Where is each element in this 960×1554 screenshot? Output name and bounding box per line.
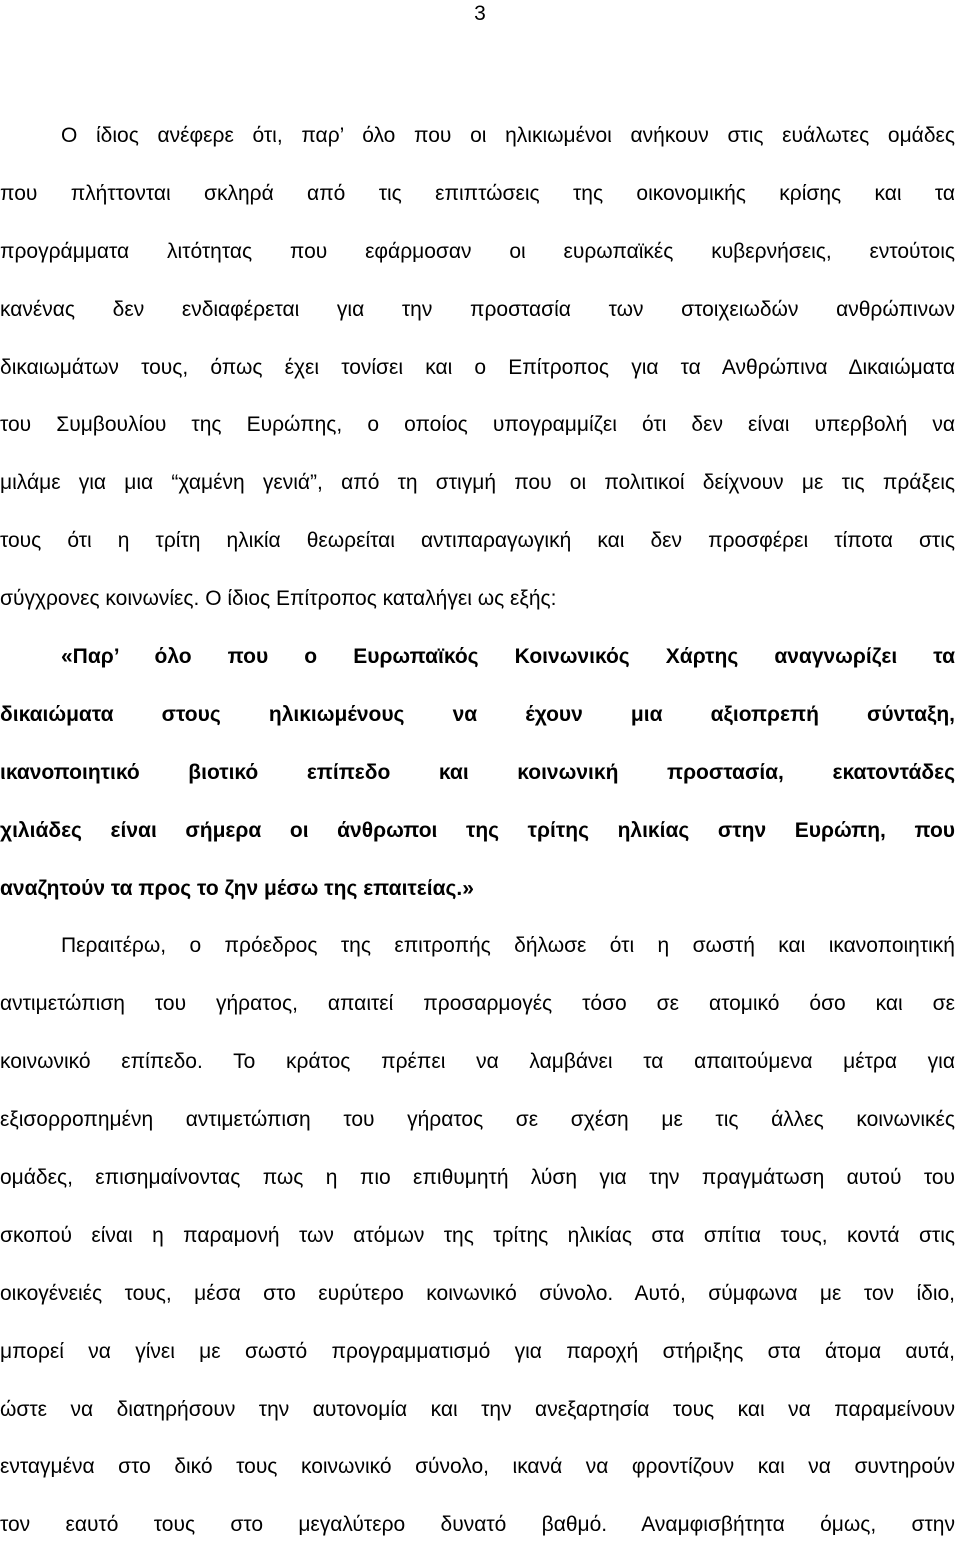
quote-line: αναζητούν τα προς το ζην μέσω της επαιτείας.» <box>0 876 474 900</box>
paragraph-1-line: μιλάμε για μια “χαμένη γενιά”, από τη στιγμή που οι πολιτικοί δείχνουν με τις πράξεις <box>0 471 955 495</box>
paragraph-2-line: Περαιτέρω, ο πρόεδρος της επιτροπής δήλωσε ότι η σωστή και ικανοποιητική <box>61 934 955 958</box>
paragraph-1-line: κανένας δεν ενδιαφέρεται για την προστασία των στοιχειωδών ανθρώπινων <box>0 297 955 321</box>
paragraph-1-line: που πλήττονται σκληρά από τις επιπτώσεις της οικονομικής κρίσης και τα <box>0 181 955 205</box>
quote-line: χιλιάδες είναι σήμερα οι άνθρωποι της τρίτης ηλικίας στην Ευρώπη, που <box>0 818 955 842</box>
body-text <box>0 107 955 1554</box>
page-number: 3 <box>474 2 486 25</box>
paragraph-1-line: τους ότι η τρίτη ηλικία θεωρείται αντιπαραγωγική και δεν προσφέρει τίποτα στις <box>0 529 955 553</box>
quote-line: δικαιώματα στους ηλικιωμένους να έχουν μια αξιοπρεπή σύνταξη, <box>0 702 955 726</box>
paragraph-2-line: σκοπού είναι η παραμονή των ατόμων της τρίτης ηλικίας στα σπίτια τους, κοντά στις <box>0 1223 955 1247</box>
quote-line: «Παρ’ όλο που ο Ευρωπαϊκός Κοινωνικός Χάρτης αναγνωρίζει τα <box>61 645 955 669</box>
paragraph-1-line: του Συμβουλίου της Ευρώπης, ο οποίος υπογραμμίζει ότι δεν είναι υπερβολή να <box>0 413 955 437</box>
paragraph-2-line: ώστε να διατηρήσουν την αυτονομία και την ανεξαρτησία τους και να παραμείνουν <box>0 1397 955 1421</box>
paragraph-2-line: αντιμετώπιση του γήρατος, απαιτεί προσαρμογές τόσο σε ατομικό όσο και σε <box>0 992 955 1016</box>
paragraph-2-line: μπορεί να γίνει με σωστό προγραμματισμό για παροχή στήριξης στα άτομα αυτά, <box>0 1339 955 1363</box>
paragraph-2-line: ομάδες, επισημαίνοντας πως η πιο επιθυμητή λύση για την πραγμάτωση αυτού του <box>0 1166 955 1190</box>
paragraph-1-line: σύγχρονες κοινωνίες. Ο ίδιος Επίτροπος καταλήγει ως εξής: <box>0 587 557 611</box>
paragraph-2-line: κοινωνικό επίπεδο. Το κράτος πρέπει να λαμβάνει τα απαιτούμενα μέτρα για <box>0 1050 955 1074</box>
paragraph-1-line: δικαιωμάτων τους, όπως έχει τονίσει και ο Επίτροπος για τα Ανθρώπινα Δικαιώματα <box>0 355 955 379</box>
paragraph-1-line: προγράμματα λιτότητας που εφάρμοσαν οι ευρωπαϊκές κυβερνήσεις, εντούτοις <box>0 239 955 263</box>
paragraph-2-line: τον εαυτό τους στο μεγαλύτερο δυνατό βαθμό. Αναμφισβήτητα όμως, στην <box>0 1513 955 1537</box>
paragraph-2-line: εξισορροπημένη αντιμετώπιση του γήρατος σε σχέση με τις άλλες κοινωνικές <box>0 1108 955 1132</box>
paragraph-2-line: οικογένειές τους, μέσα στο ευρύτερο κοινωνικό σύνολο. Αυτό, σύμφωνα με τον ίδιο, <box>0 1281 955 1305</box>
paragraph-2-line: ενταγμένα στο δικό τους κοινωνικό σύνολο, ικανά να φροντίζουν και να συντηρούν <box>0 1455 955 1479</box>
quote-line: ικανοποιητικό βιοτικό επίπεδο και κοινωνική προστασία, εκατοντάδες <box>0 760 955 784</box>
paragraph-1-line: Ο ίδιος ανέφερε ότι, παρ’ όλο που οι ηλικιωμένοι ανήκουν στις ευάλωτες ομάδες <box>61 124 955 147</box>
